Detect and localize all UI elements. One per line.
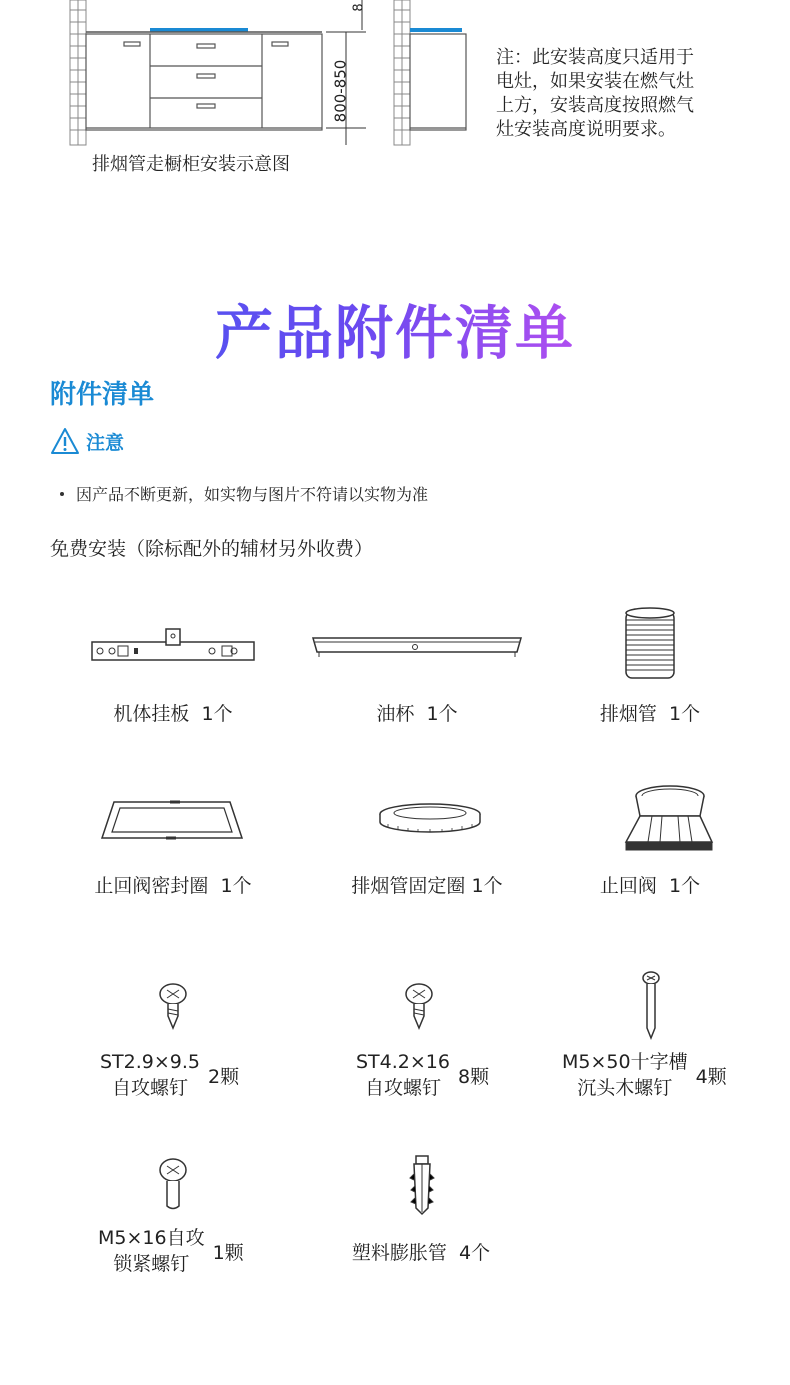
item-label-valve-seal: 止回阀密封圈 1个 bbox=[94, 875, 252, 897]
note-line: 注：此安装高度只适用于 bbox=[496, 47, 694, 68]
item-label-st29-screw: ST2.9×9.5 自攻螺钉 2颗 bbox=[100, 1051, 240, 1099]
update-disclaimer: 因产品不断更新，如实物与图片不符请以实物为准 bbox=[60, 482, 428, 505]
mounting-plate-icon bbox=[90, 626, 256, 666]
notice bbox=[50, 426, 124, 456]
note-line: 灶安装高度说明要求。 bbox=[496, 119, 676, 140]
oil-cup-icon bbox=[311, 632, 523, 660]
screw-icon bbox=[158, 982, 188, 1030]
screw-icon bbox=[404, 982, 434, 1030]
install-height-note bbox=[496, 46, 746, 142]
item-label-m5x50-screw: M5×50十字槽 沉头木螺钉 4颗 bbox=[562, 1051, 727, 1099]
anchor-icon bbox=[408, 1152, 436, 1216]
item-label-mounting-plate: 机体挂板 1个 bbox=[113, 703, 233, 725]
check-valve-icon bbox=[622, 780, 716, 856]
item-label-exhaust-pipe: 排烟管 1个 bbox=[599, 703, 701, 725]
warning-icon bbox=[50, 427, 80, 455]
item-label-pipe-ring: 排烟管固定圈 1个 bbox=[351, 875, 503, 897]
section-heading: 附件清单 bbox=[50, 380, 155, 410]
height-dimension-top: 8 bbox=[352, 2, 366, 12]
item-label-m5x16-bolt: M5×16自攻 锁紧螺钉 1颗 bbox=[98, 1227, 244, 1275]
valve-seal-icon bbox=[100, 798, 244, 842]
exhaust-pipe-icon bbox=[622, 606, 678, 684]
free-install-note: 免费安装（除标配外的辅材另外收费） bbox=[50, 538, 374, 560]
item-label-oil-cup: 油杯 1个 bbox=[376, 703, 458, 725]
note-line: 电灶，如果安装在燃气灶 bbox=[496, 71, 694, 92]
item-label-st42-screw: ST4.2×16 自攻螺钉 8颗 bbox=[356, 1051, 490, 1099]
bolt-icon bbox=[158, 1156, 188, 1212]
page-title: 产品附件清单 bbox=[0, 286, 790, 370]
note-line: 上方，安装高度按照燃气 bbox=[496, 95, 694, 116]
height-dimension: 800-850 bbox=[331, 59, 349, 123]
item-label-check-valve: 止回阀 1个 bbox=[599, 875, 701, 897]
item-label-plastic-anchor: 塑料膨胀管 4个 bbox=[351, 1242, 491, 1264]
bullet-dot bbox=[60, 492, 64, 496]
notice-label: 注意 bbox=[86, 431, 125, 454]
diagram-caption: 排烟管走橱柜安装示意图 bbox=[92, 154, 290, 175]
pipe-ring-icon bbox=[376, 800, 484, 834]
long-screw-icon bbox=[640, 970, 662, 1040]
